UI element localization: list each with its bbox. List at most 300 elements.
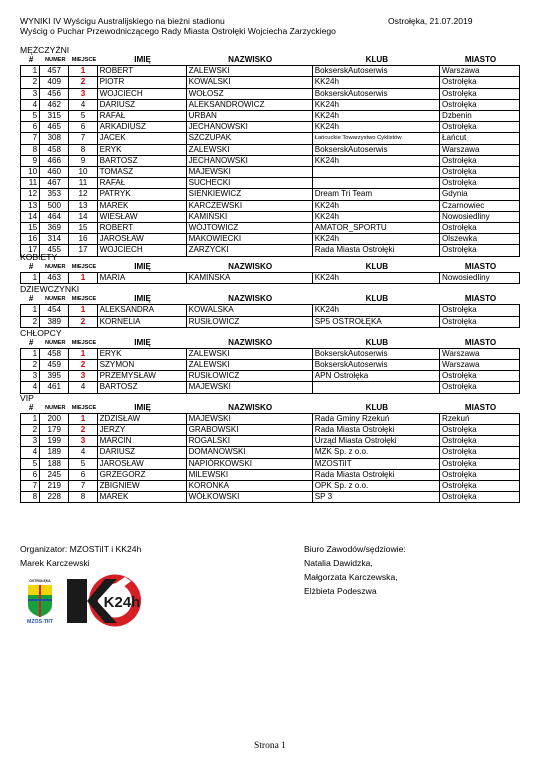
column-header-place: MIEJSCE <box>71 404 97 411</box>
place: 2 <box>69 425 97 436</box>
club: BokserskAutoserwis <box>312 88 439 99</box>
club: BokserskAutoserwis <box>312 359 439 370</box>
row-index: 11 <box>21 178 40 189</box>
start-number: 389 <box>40 316 69 327</box>
last-name: URBAN <box>186 111 312 122</box>
place: 7 <box>69 481 97 492</box>
results-table <box>20 294 520 328</box>
start-number: 466 <box>40 155 69 166</box>
table-row <box>21 111 520 122</box>
place: 10 <box>69 167 97 178</box>
city: Ostrołęka <box>440 88 520 99</box>
club: KK24h <box>312 122 439 133</box>
city: Nowosiedliny <box>440 273 520 284</box>
start-number: 458 <box>40 144 69 155</box>
column-header-city: MIASTO <box>464 337 497 347</box>
club: KK24h <box>312 273 439 284</box>
row-index: 1 <box>21 305 40 316</box>
last-name: WOŁOSZ <box>186 88 312 99</box>
last-name: JECHANOWSKI <box>186 155 312 166</box>
club: OPK Sp. z o.o. <box>312 481 439 492</box>
table-row <box>21 189 520 200</box>
table-row <box>21 133 520 144</box>
column-header-first: IMIĘ <box>134 402 151 412</box>
column-header-place: MIEJSCE <box>71 57 97 63</box>
place: 11 <box>69 178 97 189</box>
column-header-first: IMIĘ <box>134 337 151 347</box>
official-3: Elżbieta Podeszwa <box>304 586 377 596</box>
city: Ostrołęka <box>440 425 520 436</box>
table-row <box>21 200 520 211</box>
start-number: 454 <box>40 305 69 316</box>
table-row <box>21 66 520 77</box>
results-table <box>20 55 520 257</box>
place: 3 <box>69 436 97 447</box>
column-header-club: KLUB <box>365 55 389 64</box>
last-name: WÓJTOWICZ <box>186 223 312 234</box>
first-name: TOMASZ <box>97 167 186 178</box>
column-header-no: # <box>28 294 34 304</box>
city: Ostrołęka <box>440 245 520 256</box>
last-name: GRABOWSKI <box>186 425 312 436</box>
column-header-last: NAZWISKO <box>228 402 273 412</box>
first-name: JERZY <box>97 425 186 436</box>
column-header-number: NUMER <box>45 296 66 303</box>
place: 3 <box>69 88 97 99</box>
city: Ostrołęka <box>440 316 520 327</box>
row-index: 1 <box>21 413 40 424</box>
row-index: 14 <box>21 211 40 222</box>
city: Czarnowiec <box>440 200 520 211</box>
club: KK24h <box>312 77 439 88</box>
table-row <box>21 273 520 284</box>
table-row <box>21 481 520 492</box>
start-number: 189 <box>40 447 69 458</box>
place: 5 <box>69 458 97 469</box>
city: Ostrołęka <box>440 447 520 458</box>
start-number: 467 <box>40 178 69 189</box>
first-name: WIESŁAW <box>97 211 186 222</box>
first-name: MAREK <box>97 200 186 211</box>
column-header-first: IMIĘ <box>134 55 151 64</box>
table-row <box>21 88 520 99</box>
table-row <box>21 382 520 393</box>
place: 8 <box>69 144 97 155</box>
place: 6 <box>69 122 97 133</box>
section-title: KOBIETY <box>20 251 58 262</box>
city: Nowosiedliny <box>440 211 520 222</box>
start-number: 463 <box>40 273 69 284</box>
column-header-number: NUMER <box>45 263 66 270</box>
place: 1 <box>69 348 97 359</box>
last-name: KARCZEWSKI <box>186 200 312 211</box>
table-row <box>21 316 520 327</box>
column-header-club: KLUB <box>365 261 389 271</box>
results-title: WYNIKI IV Wyścigu Australijskiego na bieżni stadionu <box>20 16 225 26</box>
club: KK24h <box>312 211 439 222</box>
city: Ostrołęka <box>440 492 520 503</box>
row-index: 4 <box>21 382 40 393</box>
table-row <box>21 167 520 178</box>
city: Gdynia <box>440 189 520 200</box>
event-date: Ostrołęka, 21.07.2019 <box>388 16 473 26</box>
first-name: MARCIN <box>97 436 186 447</box>
table-row <box>21 99 520 110</box>
table-row <box>21 234 520 245</box>
last-name: KAMIŃSKI <box>186 211 312 222</box>
last-name: ROGALSKI <box>186 436 312 447</box>
last-name: MAJEWSKI <box>186 167 312 178</box>
first-name: DARIUSZ <box>97 99 186 110</box>
start-number: 200 <box>40 413 69 424</box>
last-name: SIENKIEWICZ <box>186 189 312 200</box>
row-index: 6 <box>21 122 40 133</box>
start-number: 461 <box>40 382 69 393</box>
start-number: 457 <box>40 66 69 77</box>
section-title: MĘŻCZYŹNI <box>20 45 70 55</box>
row-index: 2 <box>21 359 40 370</box>
city: Dzbenin <box>440 111 520 122</box>
last-name: ZALEWSKI <box>186 359 312 370</box>
last-name: SZCZUPAK <box>186 133 312 144</box>
first-name: WOJCIECH <box>97 88 186 99</box>
club: KK24h <box>312 111 439 122</box>
place: 1 <box>69 413 97 424</box>
place: 8 <box>69 492 97 503</box>
club: MZK Sp. z o.o. <box>312 447 439 458</box>
table-row <box>21 458 520 469</box>
start-number: 500 <box>40 200 69 211</box>
club: KK24h <box>312 155 439 166</box>
first-name: PRZEMYSŁAW <box>97 371 186 382</box>
city: Ostrołęka <box>440 436 520 447</box>
start-number: 465 <box>40 122 69 133</box>
row-index: 10 <box>21 167 40 178</box>
table-row <box>21 371 520 382</box>
city: Ostrołęka <box>440 122 520 133</box>
row-index: 8 <box>21 144 40 155</box>
start-number: 199 <box>40 436 69 447</box>
table-header <box>21 294 520 305</box>
city: Ostrołęka <box>440 178 520 189</box>
results-table <box>20 338 520 394</box>
city: Ostrołęka <box>440 305 520 316</box>
place: 5 <box>69 111 97 122</box>
place: 9 <box>69 155 97 166</box>
club: APN Ostrołęka <box>312 371 439 382</box>
official-2: Małgorzata Karczewska, <box>304 572 398 582</box>
first-name: BARTOSZ <box>97 155 186 166</box>
city: Ostrołęka <box>440 382 520 393</box>
column-header-no: # <box>28 402 34 412</box>
column-header-number: NUMER <box>45 404 66 411</box>
row-index: 7 <box>21 481 40 492</box>
place: 2 <box>69 77 97 88</box>
first-name: BARTOSZ <box>97 382 186 393</box>
column-header-no: # <box>28 337 34 347</box>
city: Ostrołęka <box>440 167 520 178</box>
first-name: DARIUSZ <box>97 447 186 458</box>
results-table <box>20 262 520 284</box>
place: 13 <box>69 200 97 211</box>
first-name: MARIA <box>97 273 186 284</box>
city: Warszawa <box>440 66 520 77</box>
club: BokserskAutoserwis <box>312 144 439 155</box>
place: 1 <box>69 305 97 316</box>
row-index: 13 <box>21 200 40 211</box>
place: 3 <box>69 371 97 382</box>
first-name: JAROSŁAW <box>97 458 186 469</box>
row-index: 3 <box>21 371 40 382</box>
column-header-last: NAZWISKO <box>228 337 273 347</box>
start-number: 179 <box>40 425 69 436</box>
place: 1 <box>69 273 97 284</box>
table-row <box>21 223 520 234</box>
table-row <box>21 305 520 316</box>
column-header-city: MIASTO <box>464 294 497 304</box>
first-name: ZDZISŁAW <box>97 413 186 424</box>
city: Warszawa <box>440 359 520 370</box>
last-name: MAJEWSKI <box>186 382 312 393</box>
organizer-text: Organizator: MZOSTiIT i KK24h <box>20 544 142 554</box>
table-header <box>21 338 520 349</box>
column-header-city: MIASTO <box>464 55 497 64</box>
column-header-place: MIEJSCE <box>71 339 97 346</box>
club: KK24h <box>312 234 439 245</box>
mzostiit-logo-top-text: OSTROŁĘKA <box>29 579 51 583</box>
table-row <box>21 436 520 447</box>
column-header-number: NUMER <box>45 57 66 63</box>
table-row <box>21 413 520 424</box>
city: Łańcut <box>440 133 520 144</box>
column-header-club: KLUB <box>365 337 389 347</box>
start-number: 314 <box>40 234 69 245</box>
place: 2 <box>69 359 97 370</box>
first-name: SZYMON <box>97 359 186 370</box>
first-name: ROBERT <box>97 223 186 234</box>
table-header <box>21 403 520 414</box>
first-name: ROBERT <box>97 66 186 77</box>
organizer-person: Marek Karczewski <box>20 558 90 568</box>
table-row <box>21 178 520 189</box>
kk24h-logo-text: K24h <box>103 594 141 611</box>
start-number: 353 <box>40 189 69 200</box>
first-name: ARKADIUSZ <box>97 122 186 133</box>
row-index: 1 <box>21 348 40 359</box>
results-table <box>20 403 520 504</box>
column-header-no: # <box>28 55 34 64</box>
first-name: ALEKSANDRA <box>97 305 186 316</box>
start-number: 228 <box>40 492 69 503</box>
row-index: 4 <box>21 99 40 110</box>
place: 15 <box>69 223 97 234</box>
row-index: 3 <box>21 88 40 99</box>
club: SP 3 <box>312 492 439 503</box>
club: Dream Tri Team <box>312 189 439 200</box>
first-name: KORNELIA <box>97 316 186 327</box>
last-name: SUCHECKI <box>186 178 312 189</box>
mzostiit-logo-bottom-text: MZOS-TIIT <box>27 619 53 625</box>
table-header <box>21 55 520 66</box>
place: 17 <box>69 245 97 256</box>
first-name: WOJCIECH <box>97 245 186 256</box>
start-number: 462 <box>40 99 69 110</box>
city: Warszawa <box>440 144 520 155</box>
club: KK24h <box>312 99 439 110</box>
row-index: 17 <box>21 245 40 256</box>
table-row <box>21 359 520 370</box>
start-number: 464 <box>40 211 69 222</box>
column-header-last: NAZWISKO <box>228 261 273 271</box>
city: Olszewka <box>440 234 520 245</box>
table-header <box>21 262 520 273</box>
start-number: 409 <box>40 77 69 88</box>
column-header-no: # <box>28 261 34 271</box>
place: 6 <box>69 469 97 480</box>
club: Urząd Miasta Ostrołęki <box>312 436 439 447</box>
first-name: GRZEGORZ <box>97 469 186 480</box>
row-index: 5 <box>21 458 40 469</box>
club: AMATOR_SPORTU <box>312 223 439 234</box>
column-header-last: NAZWISKO <box>228 55 273 64</box>
official-1: Natalia Dawidzka, <box>304 558 373 568</box>
column-header-place: MIEJSCE <box>71 296 97 303</box>
last-name: ZALEWSKI <box>186 348 312 359</box>
last-name: DOMANOWSKI <box>186 447 312 458</box>
first-name: JACEK <box>97 133 186 144</box>
start-number: 315 <box>40 111 69 122</box>
last-name: KOWALSKA <box>186 305 312 316</box>
club: Rada Miasta Ostrołęki <box>312 245 439 256</box>
column-header-club: KLUB <box>365 402 389 412</box>
row-index: 2 <box>21 425 40 436</box>
city: Ostrołęka <box>440 155 520 166</box>
table-row <box>21 155 520 166</box>
column-header-first: IMIĘ <box>134 261 151 271</box>
first-name: RAFAŁ <box>97 178 186 189</box>
row-index: 7 <box>21 133 40 144</box>
start-number: 395 <box>40 371 69 382</box>
first-name: MAREK <box>97 492 186 503</box>
place: 4 <box>69 382 97 393</box>
start-number: 219 <box>40 481 69 492</box>
place: 1 <box>69 66 97 77</box>
results-subtitle: Wyścig o Puchar Przewodniczącego Rady Miasta Ostrołęki Wojciecha Zarzyckiego <box>20 26 336 36</box>
table-row <box>21 348 520 359</box>
club: Łańcuckie Towarzystwo Cyklistów <box>312 133 439 144</box>
last-name: MAJEWSKI <box>186 413 312 424</box>
row-index: 9 <box>21 155 40 166</box>
first-name: ERYK <box>97 144 186 155</box>
city: Ostrołęka <box>440 77 520 88</box>
city: Rzekuń <box>440 413 520 424</box>
row-index: 8 <box>21 492 40 503</box>
table-row <box>21 144 520 155</box>
table-row <box>21 425 520 436</box>
last-name: MILEWSKI <box>186 469 312 480</box>
first-name: PIOTR <box>97 77 186 88</box>
club: MZOSTiIT <box>312 458 439 469</box>
last-name: ALEKSANDROWICZ <box>186 99 312 110</box>
last-name: RUSIŁOWICZ <box>186 316 312 327</box>
club <box>312 382 439 393</box>
first-name: ZBIGNIEW <box>97 481 186 492</box>
city: Warszawa <box>440 348 520 359</box>
city: Ostrołęka <box>440 458 520 469</box>
row-index: 12 <box>21 189 40 200</box>
table-row <box>21 447 520 458</box>
column-header-city: MIASTO <box>464 261 497 271</box>
kk24h-logo <box>65 573 155 628</box>
start-number: 459 <box>40 359 69 370</box>
start-number: 460 <box>40 167 69 178</box>
club <box>312 167 439 178</box>
club: KK24h <box>312 200 439 211</box>
place: 7 <box>69 133 97 144</box>
mzostiit-logo <box>20 577 60 625</box>
section-title: DZIEWCZYNKI <box>20 284 80 295</box>
last-name: RUSIŁOWICZ <box>186 371 312 382</box>
city: Ostrołęka <box>440 371 520 382</box>
start-number: 245 <box>40 469 69 480</box>
last-name: KORONKA <box>186 481 312 492</box>
last-name: WÓŁKOWSKI <box>186 492 312 503</box>
first-name: ERYK <box>97 348 186 359</box>
place: 4 <box>69 99 97 110</box>
column-header-place: MIEJSCE <box>71 263 97 270</box>
last-name: ZALEWSKI <box>186 66 312 77</box>
last-name: ZARZYCKI <box>186 245 312 256</box>
city: Ostrołęka <box>440 99 520 110</box>
club: Rada Miasta Ostrołęki <box>312 469 439 480</box>
row-index: 1 <box>21 273 40 284</box>
start-number: 456 <box>40 88 69 99</box>
last-name: MAKOWIECKI <box>186 234 312 245</box>
place: 14 <box>69 211 97 222</box>
place: 4 <box>69 447 97 458</box>
row-index: 2 <box>21 316 40 327</box>
last-name: ZALEWSKI <box>186 144 312 155</box>
row-index: 1 <box>21 66 40 77</box>
club: Rada Gminy Rzekuń <box>312 413 439 424</box>
row-index: 3 <box>21 436 40 447</box>
row-index: 5 <box>21 111 40 122</box>
row-index: 16 <box>21 234 40 245</box>
club: BokserskAutoserwis <box>312 348 439 359</box>
table-row <box>21 492 520 503</box>
table-row <box>21 77 520 88</box>
club: KK24h <box>312 305 439 316</box>
city: Ostrołęka <box>440 469 520 480</box>
start-number: 458 <box>40 348 69 359</box>
row-index: 4 <box>21 447 40 458</box>
first-name: RAFAŁ <box>97 111 186 122</box>
page-number: Strona 1 <box>254 741 286 751</box>
start-number: 308 <box>40 133 69 144</box>
club: SP5 OSTROŁĘKA <box>312 316 439 327</box>
start-number: 369 <box>40 223 69 234</box>
column-header-number: NUMER <box>45 339 66 346</box>
club <box>312 178 439 189</box>
table-row <box>21 211 520 222</box>
place: 16 <box>69 234 97 245</box>
last-name: JECHANOWSKI <box>186 122 312 133</box>
column-header-club: KLUB <box>365 294 389 304</box>
row-index: 2 <box>21 77 40 88</box>
row-index: 6 <box>21 469 40 480</box>
start-number: 455 <box>40 245 69 256</box>
table-row <box>21 245 520 256</box>
